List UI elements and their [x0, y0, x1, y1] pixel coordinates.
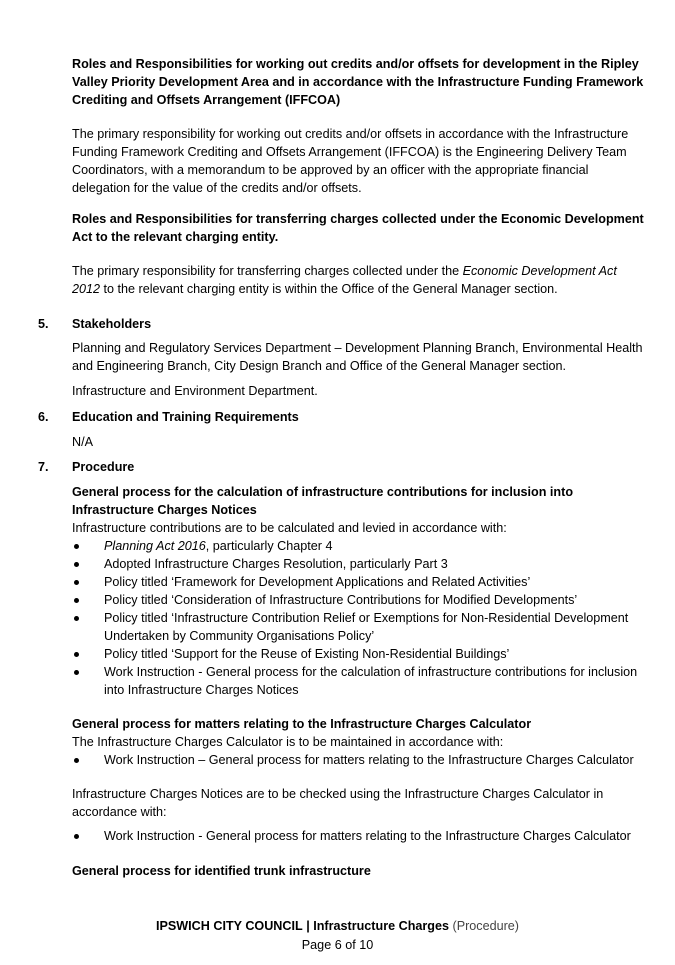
list-item [72, 555, 647, 573]
planning-act-rest: , particularly Chapter 4 [205, 539, 333, 553]
bullet-icon [74, 652, 79, 657]
bullet-icon [74, 598, 79, 603]
list-item-text: Policy titled ‘Framework for Development Applications and Related Activities’ [104, 575, 531, 589]
section-7-number: 7. [38, 460, 49, 474]
section-7-procedure [72, 458, 647, 880]
list-item [72, 751, 647, 769]
list-item [72, 827, 647, 845]
bullet-icon [74, 616, 79, 621]
list-item-text: Policy titled ‘Infrastructure Contribution Relief or Exemptions for Non-Residential Development Undertaken by Community Organisations Policy’ [104, 611, 629, 643]
calculator-process-list-1 [72, 751, 647, 769]
section-5-title: Stakeholders [72, 317, 152, 331]
calc-process-list [72, 537, 647, 699]
roles-transfer-act-name: Economic Development Act 2012 [72, 264, 617, 296]
calculator-check-para: Infrastructure Charges Notices are to be checked using the Infrastructure Charges Calculator in accordance with: [72, 787, 604, 819]
trunk-infrastructure-heading: General process for identified trunk infrastructure [72, 864, 371, 878]
calculator-process-intro: The Infrastructure Charges Calculator is to be maintained in accordance with: [72, 735, 504, 749]
bullet-icon [74, 580, 79, 585]
bullet-icon [74, 834, 79, 839]
list-item [72, 537, 647, 555]
list-item-text: Policy titled ‘Consideration of Infrastructure Contributions for Modified Developments’ [104, 593, 578, 607]
list-item [72, 573, 647, 591]
list-item-text: Work Instruction – General process for matters relating to the Infrastructure Charges Calculator [104, 753, 634, 767]
roles-transfer-body-post: to the relevant charging entity is within the Office of the General Manager section. [100, 282, 558, 296]
roles-transfer-body [72, 262, 647, 298]
section-6-number: 6. [38, 410, 49, 424]
bullet-icon [74, 670, 79, 675]
list-item [72, 609, 647, 645]
section-5-number: 5. [38, 317, 49, 331]
list-item [72, 663, 647, 699]
calc-process-intro: Infrastructure contributions are to be calculated and levied in accordance with: [72, 521, 507, 535]
section-6-para: N/A [72, 435, 93, 449]
section-6-education [72, 408, 647, 451]
section-7-title: Procedure [72, 460, 135, 474]
bullet-icon [74, 758, 79, 763]
roles-credits-body: The primary responsibility for working out credits and/or offsets in accordance with the Infrastructure Funding Framework Crediting and Offsets Arrangement (IFFCOA) is the Engineering Delivery Team Coordinators, with a memorandum to be approved by an officer with the appropriate financial delegation for the value of the credits and/or offsets. [72, 127, 629, 195]
bullet-icon [74, 544, 79, 549]
list-item-text: Work Instruction - General process for the calculation of infrastructure contributions for inclusion into Infrastructure Charges Notices [104, 665, 638, 697]
footer-doc-name: Infrastructure Charges [313, 919, 449, 933]
list-item-text: Work Instruction - General process for matters relating to the Infrastructure Charges Calculator [104, 829, 631, 843]
footer-separator: | [306, 919, 310, 933]
roles-credits-section [72, 55, 647, 197]
planning-act-name: Planning Act 2016 [104, 539, 206, 553]
footer-doc-type: (Procedure) [452, 919, 519, 933]
list-item-text: Policy titled ‘Support for the Reuse of Existing Non-Residential Buildings’ [104, 647, 510, 661]
calculator-process-list-2 [72, 827, 647, 845]
list-item [72, 591, 647, 609]
roles-transfer-heading: Roles and Responsibilities for transferring charges collected under the Economic Development Act to the relevant charging entity. [72, 212, 644, 244]
footer-title-line [0, 917, 675, 936]
section-5-stakeholders [72, 315, 647, 400]
calc-process-heading: General process for the calculation of infrastructure contributions for inclusion into Infrastructure Charges Notices [72, 485, 574, 517]
footer-page-number: Page 6 of 10 [301, 938, 374, 952]
section-5-para2: Infrastructure and Environment Department. [72, 384, 318, 398]
page-footer [0, 917, 675, 955]
list-item [72, 645, 647, 663]
roles-credits-heading: Roles and Responsibilities for working out credits and/or offsets for development in the Ripley Valley Priority Development Area and in accordance with the Infrastructure Funding Framework Crediting and Offsets Arrangement (IFFCOA) [72, 57, 644, 107]
roles-transfer-body-pre: The primary responsibility for transferring charges collected under the [72, 264, 463, 278]
list-item-text: Adopted Infrastructure Charges Resolution, particularly Part 3 [104, 557, 448, 571]
roles-transfer-section [72, 210, 647, 298]
calculator-process-heading: General process for matters relating to the Infrastructure Charges Calculator [72, 717, 532, 731]
footer-org: IPSWICH CITY COUNCIL [155, 919, 303, 933]
bullet-icon [74, 562, 79, 567]
section-5-para1: Planning and Regulatory Services Department – Development Planning Branch, Environmental Health and Engineering Branch, City Design Branch and Office of the General Manager section. [72, 341, 643, 373]
section-6-title: Education and Training Requirements [72, 410, 299, 424]
